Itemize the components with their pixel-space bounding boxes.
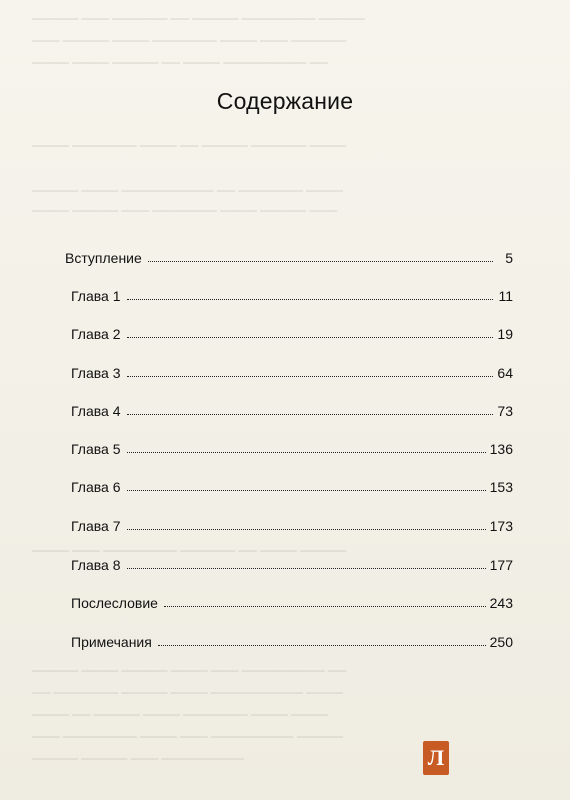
dot-leader [127, 489, 486, 491]
toc-entry-page: 73 [497, 403, 513, 419]
toc-entry-label: Глава 7 [71, 518, 121, 534]
toc-entry-page: 173 [489, 518, 513, 534]
toc-entry-introduction[interactable] [65, 244, 513, 266]
dot-leader [127, 528, 486, 530]
toc-entry-notes[interactable] [65, 628, 513, 650]
watermark-logo [423, 741, 449, 775]
show-through-text: ──── ─────── ──── ── ───── ────── ──── [32, 138, 347, 153]
dot-leader [164, 605, 486, 607]
toc-entry-label: Глава 3 [71, 365, 121, 381]
toc-entry-label: Примечания [71, 634, 152, 650]
show-through-text: ───── ─── ────── ── ───── ──────── ───── [32, 11, 365, 26]
show-through-text: ───── ──── ────────── ── ─────── ──── [32, 183, 343, 198]
toc-entry-page: 19 [497, 326, 513, 342]
show-through-text: ───── ──── ───── ──── ─── ───────── ── [32, 663, 347, 678]
toc-entry-chapter-4[interactable] [65, 397, 513, 419]
toc-entry-label: Послесловие [71, 595, 158, 611]
show-through-text: ───── ───── ─── ───────── [32, 751, 245, 766]
show-through-text: ──── ─── ──────── ────── ── ──── ───── [32, 543, 347, 558]
toc-entry-page: 250 [489, 634, 513, 650]
toc-entry-label: Глава 6 [71, 479, 121, 495]
toc-entry-chapter-5[interactable] [65, 435, 513, 457]
toc-entry-chapter-2[interactable] [65, 320, 513, 342]
show-through-text: ──── ── ───── ──── ─────── ──── ──── [32, 707, 328, 722]
show-through-text: ── ─────── ───── ──── ────────── ──── [32, 685, 343, 700]
toc-entry-page: 153 [489, 479, 513, 495]
toc-entry-page: 243 [489, 595, 513, 611]
toc-entry-chapter-7[interactable] [65, 512, 513, 534]
dot-leader [127, 298, 494, 300]
dot-leader [127, 567, 486, 569]
dot-leader [127, 336, 494, 338]
show-through-text: ──── ──── ───── ── ──── ───────── ── [32, 55, 328, 70]
dot-leader [127, 375, 494, 377]
toc-entry-chapter-3[interactable] [65, 359, 513, 381]
toc-entry-label: Глава 2 [71, 326, 121, 342]
page-title: Содержание [216, 88, 354, 114]
dot-leader [148, 260, 493, 262]
toc-entry-chapter-6[interactable] [65, 473, 513, 495]
show-through-text: ─── ──────── ──── ─── ───────── ───── [32, 729, 343, 744]
toc-entry-chapter-8[interactable] [65, 551, 513, 573]
show-through-text: ──── ───── ─── ─────── ──── ───── ─── [32, 203, 338, 218]
toc-entry-label: Глава 1 [71, 288, 121, 304]
toc-entry-label: Глава 8 [71, 557, 121, 573]
toc-entry-page: 5 [505, 250, 513, 266]
show-through-text: ─── ───── ──── ─────── ──── ─── ────── [32, 33, 347, 48]
toc-entry-page: 177 [489, 557, 513, 573]
toc-entry-page: 136 [489, 441, 513, 457]
dot-leader [127, 451, 486, 453]
toc-entry-page: 64 [497, 365, 513, 381]
toc-entry-label: Вступление [65, 250, 142, 266]
dot-leader [158, 644, 486, 646]
toc-entry-page: 11 [498, 288, 513, 304]
toc-entry-afterword[interactable] [65, 589, 513, 611]
toc-entry-label: Глава 5 [71, 441, 121, 457]
dot-leader [127, 413, 494, 415]
toc-entry-chapter-1[interactable] [65, 282, 513, 304]
watermark-letter: Л [427, 745, 445, 770]
toc-entry-label: Глава 4 [71, 403, 121, 419]
